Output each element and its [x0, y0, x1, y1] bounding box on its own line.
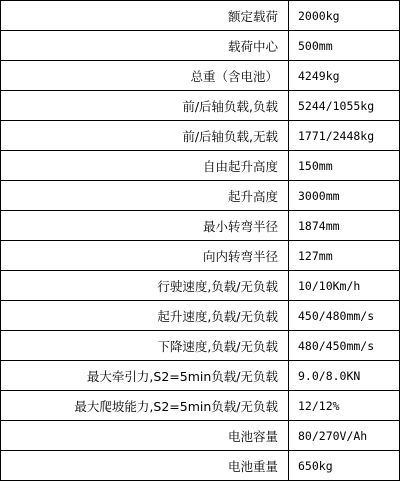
- table-row: [1, 451, 400, 481]
- table-row: [1, 151, 400, 181]
- spec-table-body: [1, 1, 400, 481]
- row-value: 127mm: [289, 241, 400, 271]
- row-label: 总重（含电池）: [1, 61, 289, 91]
- row-value: 450/480mm/s: [289, 301, 400, 331]
- table-row: [1, 301, 400, 331]
- row-label: 额定载荷: [1, 1, 289, 31]
- row-label: 下降速度,负载/无负载: [1, 331, 289, 361]
- row-value: 12/12%: [289, 391, 400, 421]
- table-row: [1, 121, 400, 151]
- table-row: [1, 61, 400, 91]
- row-value: 5244/1055kg: [289, 91, 400, 121]
- row-value: 650kg: [289, 451, 400, 481]
- table-row: [1, 31, 400, 61]
- row-label: 行驶速度,负载/无负载: [1, 271, 289, 301]
- row-label: 最小转弯半径: [1, 211, 289, 241]
- row-value: 4249kg: [289, 61, 400, 91]
- row-value: 80/270V/Ah: [289, 421, 400, 451]
- row-value: 2000kg: [289, 1, 400, 31]
- table-row: [1, 421, 400, 451]
- row-label: 最大爬坡能力,S2=5min负载/无负载: [1, 391, 289, 421]
- table-row: [1, 1, 400, 31]
- row-label: 电池重量: [1, 451, 289, 481]
- row-value: 150mm: [289, 151, 400, 181]
- row-value: 3000mm: [289, 181, 400, 211]
- table-row: [1, 211, 400, 241]
- row-label: 载荷中心: [1, 31, 289, 61]
- table-row: [1, 391, 400, 421]
- row-label: 起升高度: [1, 181, 289, 211]
- table-row: [1, 271, 400, 301]
- row-value: 1771/2448kg: [289, 121, 400, 151]
- table-row: [1, 361, 400, 391]
- row-value: 10/10Km/h: [289, 271, 400, 301]
- row-value: 9.0/8.0KN: [289, 361, 400, 391]
- table-row: [1, 241, 400, 271]
- table-row: [1, 181, 400, 211]
- row-label: 起升速度,负载/无负载: [1, 301, 289, 331]
- row-label: 电池容量: [1, 421, 289, 451]
- row-label: 最大牵引力,S2=5min负载/无负载: [1, 361, 289, 391]
- row-value: 1874mm: [289, 211, 400, 241]
- row-value: 480/450mm/s: [289, 331, 400, 361]
- row-label: 自由起升高度: [1, 151, 289, 181]
- table-row: [1, 91, 400, 121]
- row-label: 前/后轴负载,无载: [1, 121, 289, 151]
- table-row: [1, 331, 400, 361]
- row-value: 500mm: [289, 31, 400, 61]
- row-label: 前/后轴负载,负载: [1, 91, 289, 121]
- row-label: 向内转弯半径: [1, 241, 289, 271]
